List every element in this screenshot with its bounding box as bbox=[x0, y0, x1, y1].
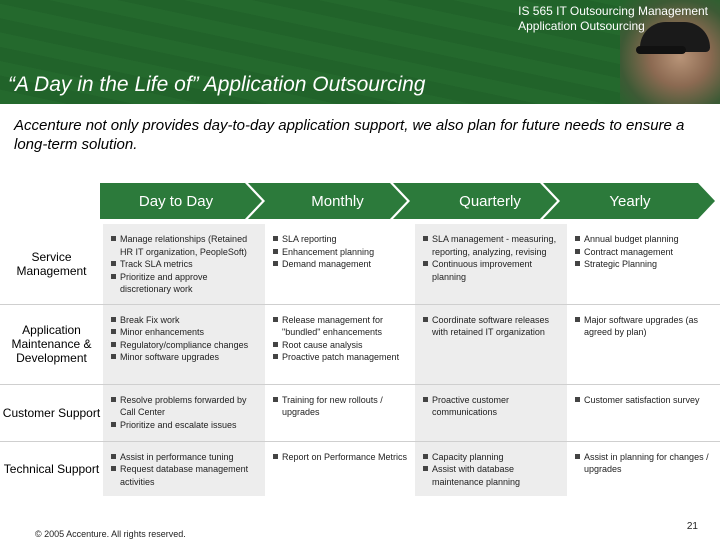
grid-cell bbox=[265, 224, 415, 304]
bullet-item: Assist in planning for changes / upgrades bbox=[575, 451, 714, 476]
grid-cell bbox=[103, 304, 265, 384]
bullet-list bbox=[423, 451, 561, 489]
bullet-list bbox=[111, 314, 259, 364]
grid-cell bbox=[567, 224, 720, 304]
bullet-list bbox=[273, 314, 409, 364]
bullet-item: Strategic Planning bbox=[575, 258, 714, 271]
grid-cell bbox=[415, 441, 567, 496]
bullet-item: SLA management - measuring, reporting, analyzing, revising bbox=[423, 233, 561, 258]
column-headers bbox=[0, 183, 720, 219]
bullet-item: Prioritize and escalate issues bbox=[111, 419, 259, 432]
copyright: © 2005 Accenture. All rights reserved. bbox=[35, 529, 186, 539]
bullet-list bbox=[575, 394, 714, 407]
grid-cell bbox=[567, 441, 720, 496]
grid-cell bbox=[265, 384, 415, 441]
bullet-item: Annual budget planning bbox=[575, 233, 714, 246]
intro-text: Accenture not only provides day-to-day application support, we also plan for future needs to ensure a long-term solution. bbox=[14, 117, 685, 153]
bullet-item: Major software upgrades (as agreed by plan) bbox=[575, 314, 714, 339]
row-label: Application Maintenance & Development bbox=[0, 304, 103, 384]
bullet-item: Proactive customer communications bbox=[423, 394, 561, 419]
bullet-list bbox=[423, 314, 561, 339]
bullet-item: Prioritize and approve discretionary work bbox=[111, 271, 259, 296]
column-header-monthly: Monthly bbox=[311, 192, 364, 210]
bullet-item: Request database management activities bbox=[111, 463, 259, 488]
bullet-item: Resolve problems forwarded by Call Center bbox=[111, 394, 259, 419]
grid-row bbox=[0, 304, 720, 384]
bullet-item: Minor enhancements bbox=[111, 326, 259, 339]
golfer-cap-brim bbox=[636, 46, 686, 54]
bullet-list bbox=[111, 451, 259, 489]
bullet-item: Assist with database maintenance planning bbox=[423, 463, 561, 488]
bullet-item: Customer satisfaction survey bbox=[575, 394, 714, 407]
grid-cell bbox=[103, 384, 265, 441]
bullet-item: Contract management bbox=[575, 246, 714, 259]
slide-title: “A Day in the Life of” Application Outsourcing bbox=[8, 73, 426, 96]
bullet-item: Enhancement planning bbox=[273, 246, 409, 259]
bullet-list bbox=[575, 233, 714, 271]
course-subtitle: Application Outsourcing bbox=[518, 19, 645, 33]
bullet-item: Capacity planning bbox=[423, 451, 561, 464]
bullet-item: Track SLA metrics bbox=[111, 258, 259, 271]
grid-cell bbox=[265, 304, 415, 384]
page-number: 21 bbox=[686, 521, 698, 532]
grid-cell bbox=[567, 384, 720, 441]
title-banner bbox=[0, 0, 720, 104]
bullet-item: Break Fix work bbox=[111, 314, 259, 327]
grid-row bbox=[0, 441, 720, 496]
grid-cell bbox=[265, 441, 415, 496]
bullet-item: Report on Performance Metrics bbox=[273, 451, 409, 464]
grid-cell bbox=[103, 441, 265, 496]
bullet-item: Proactive patch management bbox=[273, 351, 409, 364]
bullet-item: Minor software upgrades bbox=[111, 351, 259, 364]
row-label: Technical Support bbox=[0, 441, 103, 496]
bullet-item: Root cause analysis bbox=[273, 339, 409, 352]
bullet-item: Demand management bbox=[273, 258, 409, 271]
grid-cell bbox=[415, 384, 567, 441]
column-header-quarterly: Quarterly bbox=[459, 192, 521, 210]
column-header-yearly: Yearly bbox=[609, 192, 651, 210]
bullet-item: Manage relationships (Retained HR IT organization, PeopleSoft) bbox=[111, 233, 259, 258]
bullet-list bbox=[111, 394, 259, 432]
grid-row bbox=[0, 384, 720, 441]
bullet-list bbox=[111, 233, 259, 296]
course-header bbox=[518, 4, 708, 34]
column-header-day-to-day: Day to Day bbox=[138, 192, 214, 210]
grid-cell bbox=[103, 224, 265, 304]
grid-cell bbox=[415, 224, 567, 304]
bullet-item: Coordinate software releases with retained IT organization bbox=[423, 314, 561, 339]
bullet-list bbox=[423, 394, 561, 419]
bullet-item: Release management for "bundled" enhancements bbox=[273, 314, 409, 339]
row-label: Service Management bbox=[16, 249, 87, 278]
activity-grid bbox=[0, 224, 720, 496]
grid-cell bbox=[415, 304, 567, 384]
bullet-list bbox=[273, 451, 409, 464]
bullet-item: SLA reporting bbox=[273, 233, 409, 246]
bullet-list bbox=[273, 233, 409, 271]
bullet-list bbox=[575, 451, 714, 476]
bullet-list bbox=[273, 394, 409, 419]
grid-row bbox=[0, 224, 720, 304]
bullet-list bbox=[423, 233, 561, 283]
bullet-item: Assist in performance tuning bbox=[111, 451, 259, 464]
bullet-item: Continuous improvement planning bbox=[423, 258, 561, 283]
grid-cell bbox=[567, 304, 720, 384]
bullet-item: Training for new rollouts / upgrades bbox=[273, 394, 409, 419]
bullet-list bbox=[575, 314, 714, 339]
course-title: IS 565 IT Outsourcing Management bbox=[518, 4, 708, 18]
row-label: Customer Support bbox=[0, 384, 103, 441]
bullet-item: Regulatory/compliance changes bbox=[111, 339, 259, 352]
